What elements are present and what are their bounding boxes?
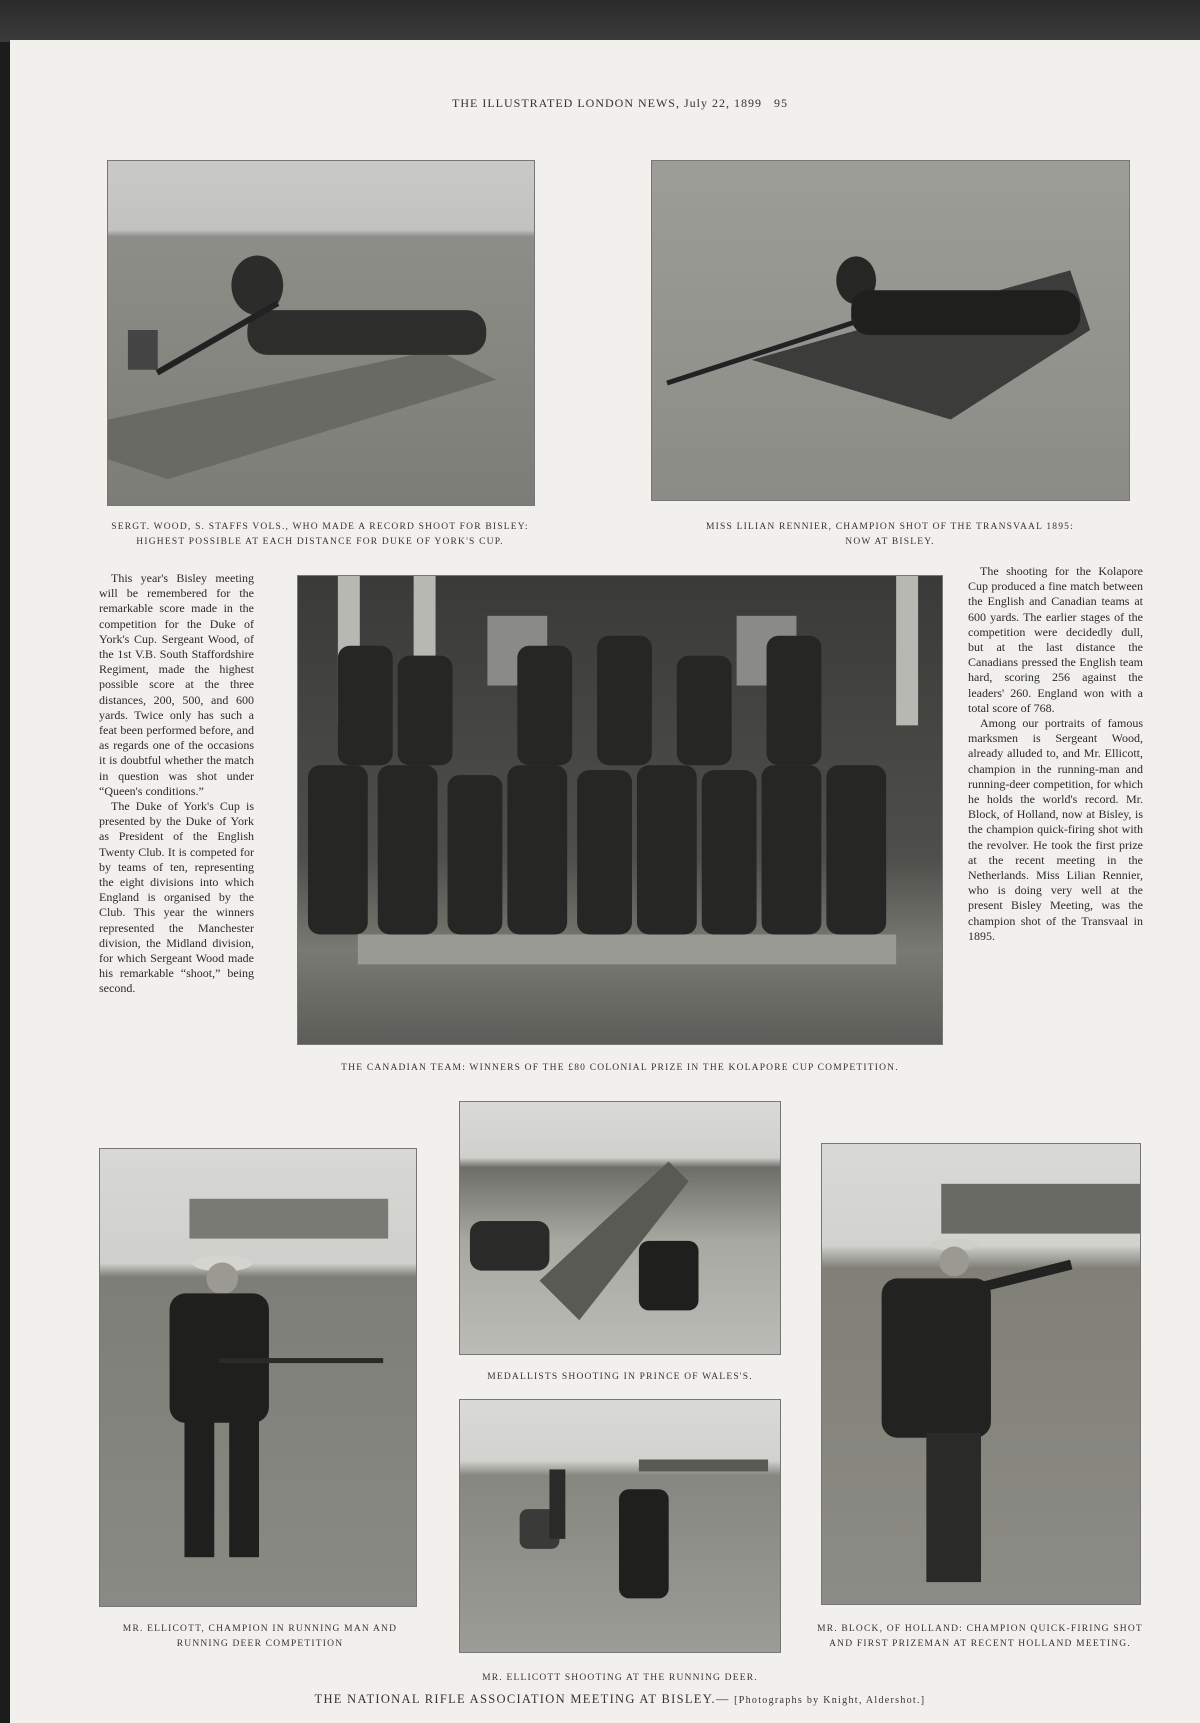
photo-medallists — [459, 1101, 781, 1355]
masthead: THE ILLUSTRATED LONDON NEWS, — [452, 96, 680, 110]
photo-running-deer — [459, 1399, 781, 1653]
article-paragraph: The shooting for the Kolapore Cup produced a fine match between the English and Canadian teams at 600 yards. The earlier stages of the competition were decidedly dull, but at the last distance the Canadians pressed the English team hard, scoring 256 against the leaders' 260. England won with a total score of 768. — [968, 564, 1143, 715]
scan-top-edge — [0, 0, 1200, 42]
caption-miss-rennier — [660, 520, 1120, 550]
caption-line: MISS LILIAN RENNIER, CHAMPION SHOT OF THE TRANSVAAL 1895: — [706, 522, 1074, 532]
caption-line: MR. ELLICOTT, CHAMPION IN RUNNING MAN AND — [122, 1624, 398, 1634]
caption-canadian-team: THE CANADIAN TEAM: WINNERS OF THE £80 COLONIAL PRIZE IN THE KOLAPORE CUP COMPETITION. — [341, 1063, 899, 1073]
footer-title: THE NATIONAL RIFLE ASSOCIATION MEETING AT BISLEY.— — [314, 1692, 730, 1706]
caption-line: AND FIRST PRIZEMAN AT RECENT HOLLAND MEETING. — [829, 1639, 1131, 1649]
caption-line: RUNNING DEER COMPETITION — [176, 1639, 344, 1649]
photo-canadian-team — [297, 575, 943, 1045]
caption-line: NOW AT BISLEY. — [845, 537, 935, 547]
photo-credit: [Photographs by Knight, Aldershot.] — [734, 1695, 926, 1706]
caption-medallists: MEDALLISTS SHOOTING IN PRINCE OF WALES'S. — [487, 1372, 753, 1382]
caption-mr-block — [800, 1622, 1160, 1652]
article-paragraph: Among our portraits of famous marksmen is Sergeant Wood, already alluded to, and Mr. Ellicott, champion in the running-man and running-deer competition, for which he holds the world's record. Mr. Block, of Holland, now at Bisley, is the champion quick-firing shot with the revolver. He took the first prize at the recent meeting in the Netherlands. Miss Lilian Rennier, who is doing very well at the present Bisley Meeting, was the champion shot of the Transvaal in 1895. — [968, 716, 1143, 943]
caption-running-deer: MR. ELLICOTT SHOOTING AT THE RUNNING DEER. — [482, 1673, 758, 1683]
issue-date: July 22, 1899 — [683, 96, 762, 110]
photo-mr-block — [821, 1143, 1141, 1605]
photo-mr-ellicott — [99, 1148, 417, 1607]
article-left-column — [99, 571, 254, 997]
caption-line: HIGHEST POSSIBLE AT EACH DISTANCE FOR DUKE OF YORK'S CUP. — [136, 537, 504, 547]
article-right-column — [968, 564, 1143, 944]
caption-line: MR. BLOCK, OF HOLLAND: CHAMPION QUICK-FIRING SHOT — [817, 1624, 1143, 1634]
caption-mr-ellicott — [90, 1622, 430, 1652]
photo-miss-rennier — [651, 160, 1130, 501]
caption-sergt-wood — [90, 520, 550, 550]
caption-line: SERGT. WOOD, S. STAFFS VOLS., WHO MADE A RECORD SHOOT FOR BISLEY: — [111, 522, 529, 532]
page-footer — [240, 1692, 1000, 1707]
article-paragraph: The Duke of York's Cup is presented by the Duke of York as President of the English Twenty Club. It is competed for by teams of ten, representing the eight divisions into which England is organised by the Club. This year the winners represented the Manchester division, the Midland division, for which Sergeant Wood made his remarkable “shoot,” being second. — [99, 799, 254, 996]
photo-sergt-wood — [107, 160, 535, 506]
page-number: 95 — [774, 96, 788, 110]
page-header — [420, 96, 820, 111]
article-paragraph: This year's Bisley meeting will be remembered for the remarkable score made in the competition for the Duke of York's Cup. Sergeant Wood, of the 1st V.B. South Staffordshire Regiment, made the highest possible score at the three distances, 200, 500, and 600 yards. Twice only has such a feat been performed before, and as regards one of the occasions it is doubtful whether the match in question was shot under “Queen's conditions.” — [99, 571, 254, 798]
